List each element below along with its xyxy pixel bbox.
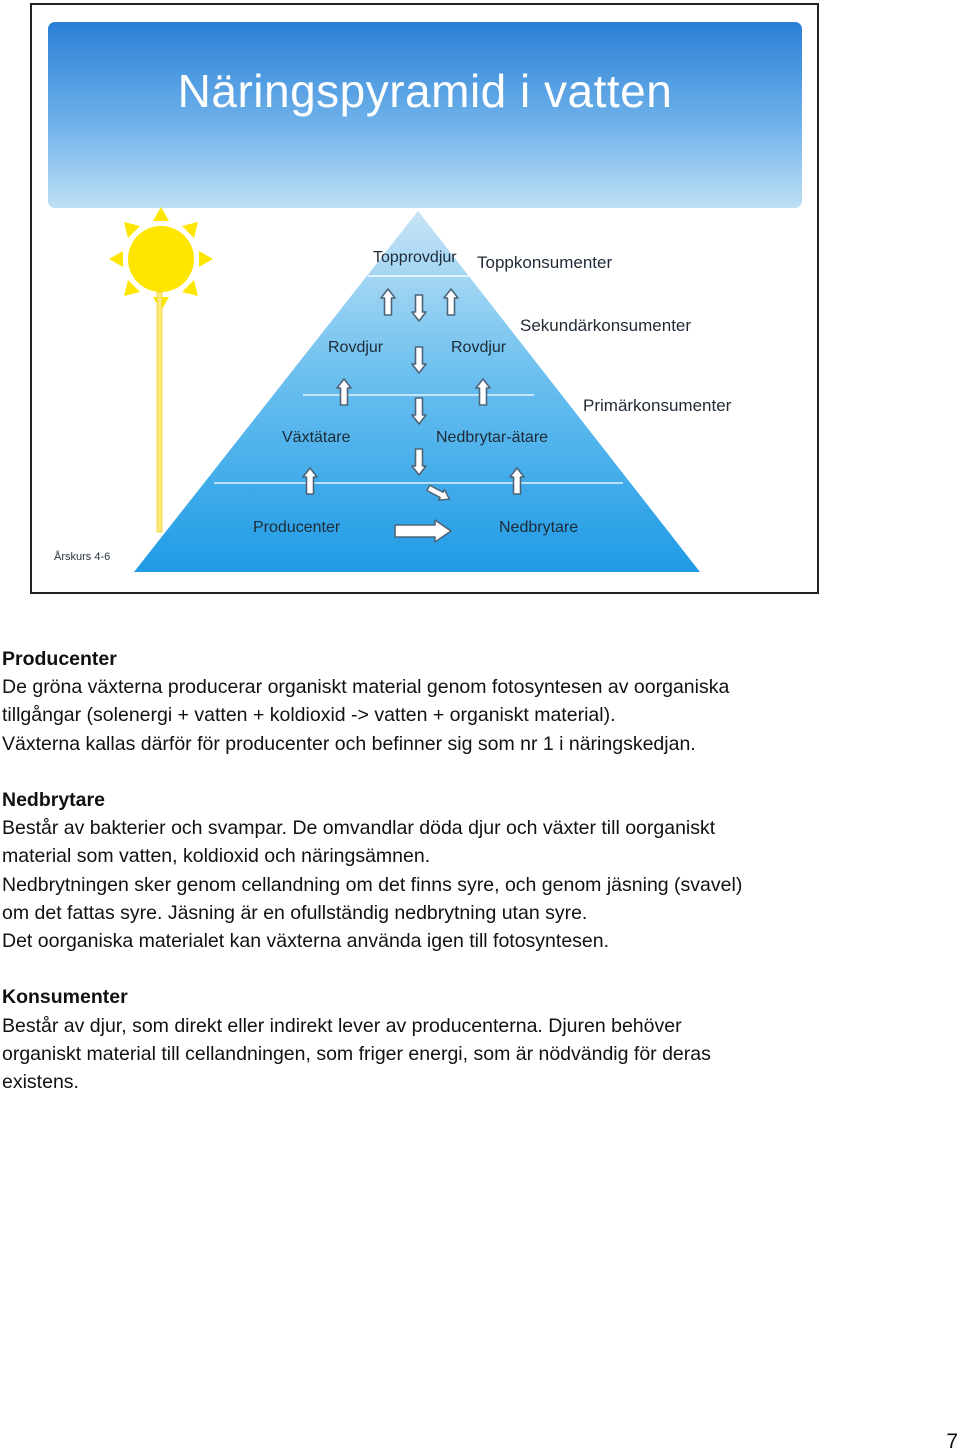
producenter-line: Växterna kallas därför för producenter och befinner sig som nr 1 i näringskedjan. [2,732,696,755]
sun-ray-line [157,292,162,532]
label-nedbrytar-atare: Nedbrytar-ätare [436,429,549,446]
label-sekundarkonsumenter: Sekundärkonsumenter [520,316,692,335]
producenter-line: tillgångar (solenergi + vatten + koldioxid -> vatten + organiskt material). [2,704,616,727]
slide-title: Näringspyramid i vatten [177,65,673,117]
label-producenter: Producenter [253,519,341,536]
nedbrytare-line: om det fattas syre. Jäsning är en ofullständig nedbrytning utan syre. [2,901,588,924]
notes-section [2,645,942,1096]
page-number: 7 [946,1430,958,1453]
label-rovdjur-2: Rovdjur [451,339,507,356]
heading-konsumenter: Konsumenter [2,986,128,1009]
label-nedbrytare: Nedbrytare [499,519,579,536]
nedbrytare-line: Det oorganiska materialet kan växterna använda igen till fotosyntesen. [2,930,610,953]
nedbrytare-line: material som vatten, koldioxid och näringsämnen. [2,845,431,868]
label-vaxtatare: Växtätare [282,429,351,446]
nedbrytare-line: Består av bakterier och svampar. De omvandlar döda djur och växter till oorganiskt [2,817,716,840]
label-primarkonsumenter: Primärkonsumenter [583,396,732,415]
konsumenter-line: existens. [2,1071,79,1094]
slide-footer: Årskurs 4-6 [54,551,111,563]
nedbrytare-line: Nedbrytningen sker genom cellandning om det finns syre, och genom jäsning (svavel) [2,873,743,896]
label-rovdjur-1: Rovdjur [328,339,384,356]
heading-nedbrytare: Nedbrytare [2,789,105,811]
label-toppkonsumenter: Toppkonsumenter [477,253,613,272]
konsumenter-line: organiskt material till cellandningen, som friger energi, som är nödvändig för deras [2,1042,711,1065]
producenter-line: De gröna växterna producerar organiskt material genom fotosyntesen av oorganiska [2,676,730,699]
label-topprovdjur: Topprovdjur [373,249,457,266]
konsumenter-line: Består av djur, som direkt eller indirekt lever av producenterna. Djuren behöver [2,1014,682,1037]
heading-producenter: Producenter [2,648,117,670]
slide [48,22,802,574]
